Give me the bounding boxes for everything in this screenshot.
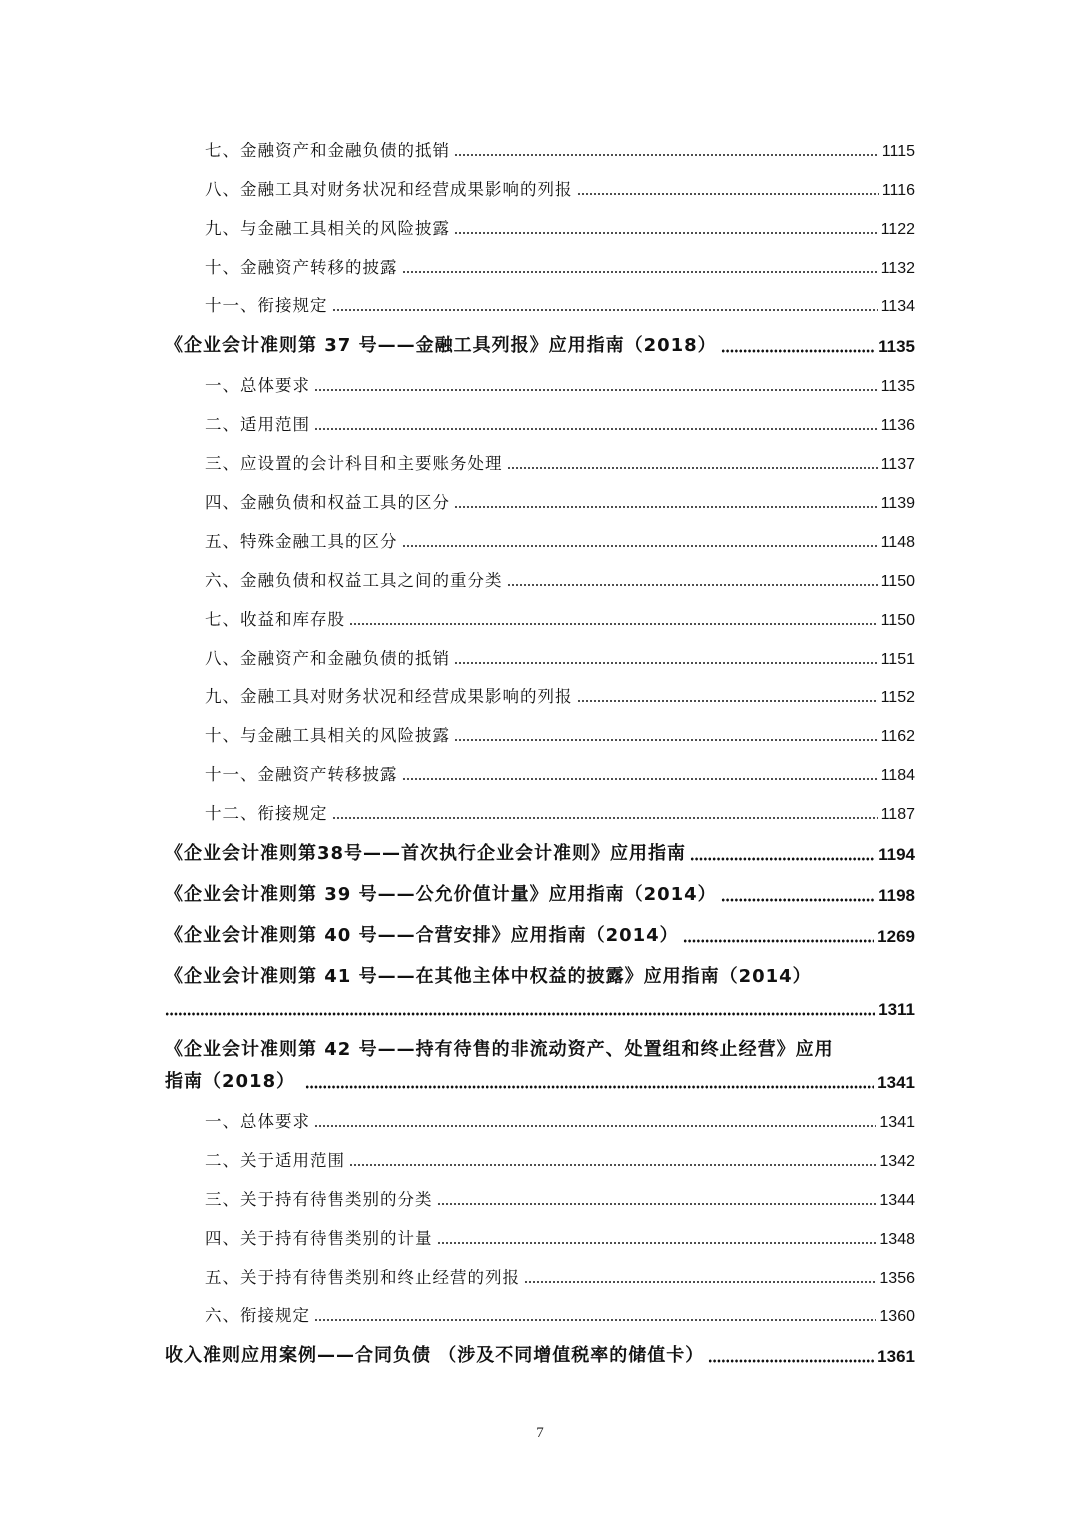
toc-section-entry[interactable] bbox=[165, 1290, 915, 1329]
toc-entry-page: 1344 bbox=[879, 1191, 915, 1209]
toc-chapter-entry[interactable] bbox=[165, 867, 915, 908]
toc-entry-title: 三、关于持有待售类别的分类 bbox=[205, 1189, 433, 1209]
toc-leader-dots bbox=[524, 1280, 876, 1284]
toc-section-entry[interactable] bbox=[165, 787, 915, 826]
toc-section-entry[interactable] bbox=[165, 476, 915, 515]
toc-entry-page: 1162 bbox=[880, 728, 915, 746]
toc-entry-title: 五、关于持有待售类别和终止经营的列报 bbox=[205, 1267, 520, 1287]
toc-leader-dots bbox=[454, 505, 878, 509]
toc-entry-page: 1269 bbox=[877, 927, 915, 947]
toc-entry-title: 一、总体要求 bbox=[205, 376, 310, 396]
toc-section-entry[interactable] bbox=[165, 124, 915, 163]
toc-entry-title: 六、衔接规定 bbox=[205, 1306, 310, 1326]
toc-leader-dots bbox=[349, 622, 878, 626]
toc-leader-dots bbox=[314, 427, 878, 431]
toc-leader-dots bbox=[721, 898, 875, 902]
toc-entry-title: 六、金融负债和权益工具之间的重分类 bbox=[205, 570, 503, 590]
toc-entry-title: 九、与金融工具相关的风险披露 bbox=[205, 218, 450, 238]
toc-entry-title: 收入准则应用案例——合同负债 （涉及不同增值税率的储值卡） bbox=[165, 1345, 705, 1367]
toc-entry-title: 《企业会计准则第 40 号——合营安排》应用指南（2014） bbox=[165, 925, 679, 947]
toc-section-entry[interactable] bbox=[165, 437, 915, 476]
toc-entry-page: 1134 bbox=[880, 298, 915, 316]
toc-entry-page: 1356 bbox=[879, 1269, 915, 1287]
toc-leader-dots bbox=[314, 388, 878, 392]
toc-entry-title: 三、应设置的会计科目和主要账务处理 bbox=[205, 454, 503, 474]
toc-entry-title: 七、金融资产和金融负债的抵销 bbox=[205, 140, 450, 160]
toc-entry-page: 1137 bbox=[880, 456, 915, 474]
toc-entry-page: 1361 bbox=[877, 1347, 915, 1367]
toc-entry-page: 1360 bbox=[879, 1308, 915, 1326]
toc-entry-page: 1187 bbox=[880, 806, 915, 824]
toc-leader-dots bbox=[314, 1124, 876, 1128]
toc-entry-standard-42[interactable] bbox=[165, 1022, 915, 1095]
toc-leader-dots bbox=[332, 308, 878, 312]
toc-entry-page: 1116 bbox=[881, 181, 915, 199]
toc-entry-title: 十二、衔接规定 bbox=[205, 804, 328, 824]
toc-leader-dots bbox=[690, 857, 875, 861]
toc-entry-title: 一、总体要求 bbox=[205, 1112, 310, 1132]
toc-chapter-entry[interactable] bbox=[165, 1328, 915, 1369]
toc-entry-title: 十、金融资产转移的披露 bbox=[205, 257, 398, 277]
toc-leader-dots bbox=[721, 349, 875, 353]
toc-entry-page: 1148 bbox=[880, 533, 915, 551]
toc-entry-title-continued: 指南（2018） bbox=[165, 1071, 296, 1093]
toc-section-entry[interactable] bbox=[165, 280, 915, 319]
toc-chapter-entry[interactable] bbox=[165, 908, 915, 949]
toc-leader-dots bbox=[454, 231, 878, 235]
toc-entry-page: 1184 bbox=[880, 767, 915, 785]
toc-entry-page: 1198 bbox=[878, 886, 915, 906]
toc-entry-page: 1341 bbox=[879, 1114, 915, 1132]
toc-leader-dots bbox=[577, 192, 879, 196]
toc-entry-title: 四、关于持有待售类别的计量 bbox=[205, 1228, 433, 1248]
toc-leader-dots bbox=[165, 1012, 875, 1016]
toc-leader-dots bbox=[507, 583, 878, 587]
toc-leader-dots bbox=[305, 1085, 874, 1089]
toc-entry-title: 《企业会计准则第 39 号——公允价值计量》应用指南（2014） bbox=[165, 884, 717, 906]
toc-leader-dots bbox=[402, 777, 878, 781]
toc-entry-page: 1132 bbox=[880, 259, 915, 277]
toc-section-entry[interactable] bbox=[165, 671, 915, 710]
toc-entry-title: 二、关于适用范围 bbox=[205, 1150, 345, 1170]
toc-section-entry[interactable] bbox=[165, 241, 915, 280]
toc-entry-page: 1135 bbox=[880, 378, 915, 396]
toc-entry-page: 1150 bbox=[880, 572, 915, 590]
toc-section-entry[interactable] bbox=[165, 359, 915, 398]
toc-leader-dots bbox=[332, 816, 878, 820]
toc-leader-dots bbox=[454, 661, 878, 665]
toc-leader-dots bbox=[402, 270, 878, 274]
toc-leader-dots bbox=[454, 738, 878, 742]
toc-section-entry[interactable] bbox=[165, 398, 915, 437]
toc-entry-title: 七、收益和库存股 bbox=[205, 609, 345, 629]
toc-entry-page: 1152 bbox=[880, 689, 915, 707]
toc-entry-title: 《企业会计准则第 37 号——金融工具列报》应用指南（2018） bbox=[165, 335, 717, 357]
page-number: 7 bbox=[536, 1425, 544, 1441]
toc-section-entry[interactable] bbox=[165, 1212, 915, 1251]
toc-section-entry[interactable] bbox=[165, 709, 915, 748]
toc-section-entry[interactable] bbox=[165, 748, 915, 787]
toc-entry-title: 八、金融工具对财务状况和经营成果影响的列报 bbox=[205, 179, 573, 199]
toc-entry-page: 1150 bbox=[880, 611, 915, 629]
toc-leader-dots bbox=[349, 1163, 876, 1167]
toc-entry-page: 1342 bbox=[879, 1152, 915, 1170]
toc-entry-page: 1136 bbox=[880, 417, 915, 435]
toc-section-entry[interactable] bbox=[165, 163, 915, 202]
toc-entry-title: 八、金融资产和金融负债的抵销 bbox=[205, 648, 450, 668]
toc-entry-page: 1139 bbox=[880, 495, 915, 513]
toc-entry-title: 九、金融工具对财务状况和经营成果影响的列报 bbox=[205, 687, 573, 707]
table-of-contents bbox=[165, 124, 915, 1369]
toc-entry-title: 十一、衔接规定 bbox=[205, 296, 328, 316]
toc-section-entry[interactable] bbox=[165, 632, 915, 671]
toc-entry-title: 十一、金融资产转移披露 bbox=[205, 765, 398, 785]
toc-entry-title: 十、与金融工具相关的风险披露 bbox=[205, 726, 450, 746]
toc-section-entry[interactable] bbox=[165, 554, 915, 593]
toc-section-top bbox=[165, 124, 915, 949]
toc-leader-dots bbox=[437, 1202, 877, 1206]
toc-leader-dots bbox=[454, 153, 879, 157]
toc-entry-page: 1341 bbox=[877, 1073, 915, 1093]
toc-leader-dots bbox=[577, 699, 878, 703]
toc-entry-title: 《企业会计准则第 41 号——在其他主体中权益的披露》应用指南（2014） bbox=[165, 966, 812, 988]
toc-section-entry[interactable] bbox=[165, 515, 915, 554]
toc-entry-page: 1115 bbox=[881, 142, 915, 160]
toc-section-entry[interactable] bbox=[165, 202, 915, 241]
toc-section-entry[interactable] bbox=[165, 1251, 915, 1290]
toc-section-entry[interactable] bbox=[165, 1134, 915, 1173]
toc-entry-title: 五、特殊金融工具的区分 bbox=[205, 531, 398, 551]
toc-section-entry[interactable] bbox=[165, 1095, 915, 1134]
toc-entry-page: 1348 bbox=[879, 1230, 915, 1248]
toc-leader-dots bbox=[683, 939, 874, 943]
toc-section-entry[interactable] bbox=[165, 1173, 915, 1212]
toc-entry-page: 1311 bbox=[878, 1000, 915, 1020]
toc-entry-title: 四、金融负债和权益工具的区分 bbox=[205, 493, 450, 513]
toc-entry-page: 1194 bbox=[878, 845, 915, 865]
toc-entry-page: 1151 bbox=[880, 650, 915, 668]
toc-entry-page: 1135 bbox=[878, 337, 915, 357]
toc-entry-page: 1122 bbox=[880, 220, 915, 238]
toc-entry-title: 二、适用范围 bbox=[205, 415, 310, 435]
toc-leader-dots bbox=[507, 466, 878, 470]
toc-entry-title: 《企业会计准则第38号——首次执行企业会计准则》应用指南 bbox=[165, 843, 687, 865]
toc-chapter-entry[interactable] bbox=[165, 318, 915, 359]
toc-section-bottom bbox=[165, 1095, 915, 1369]
toc-entry-standard-41[interactable] bbox=[165, 949, 915, 1022]
toc-section-entry[interactable] bbox=[165, 593, 915, 632]
toc-leader-dots bbox=[314, 1318, 876, 1322]
toc-leader-dots bbox=[437, 1241, 877, 1245]
toc-entry-title: 《企业会计准则第 42 号——持有待售的非流动资产、处置组和终止经营》应用 bbox=[165, 1039, 834, 1061]
toc-chapter-entry[interactable] bbox=[165, 826, 915, 867]
toc-leader-dots bbox=[402, 544, 878, 548]
toc-leader-dots bbox=[708, 1359, 874, 1363]
